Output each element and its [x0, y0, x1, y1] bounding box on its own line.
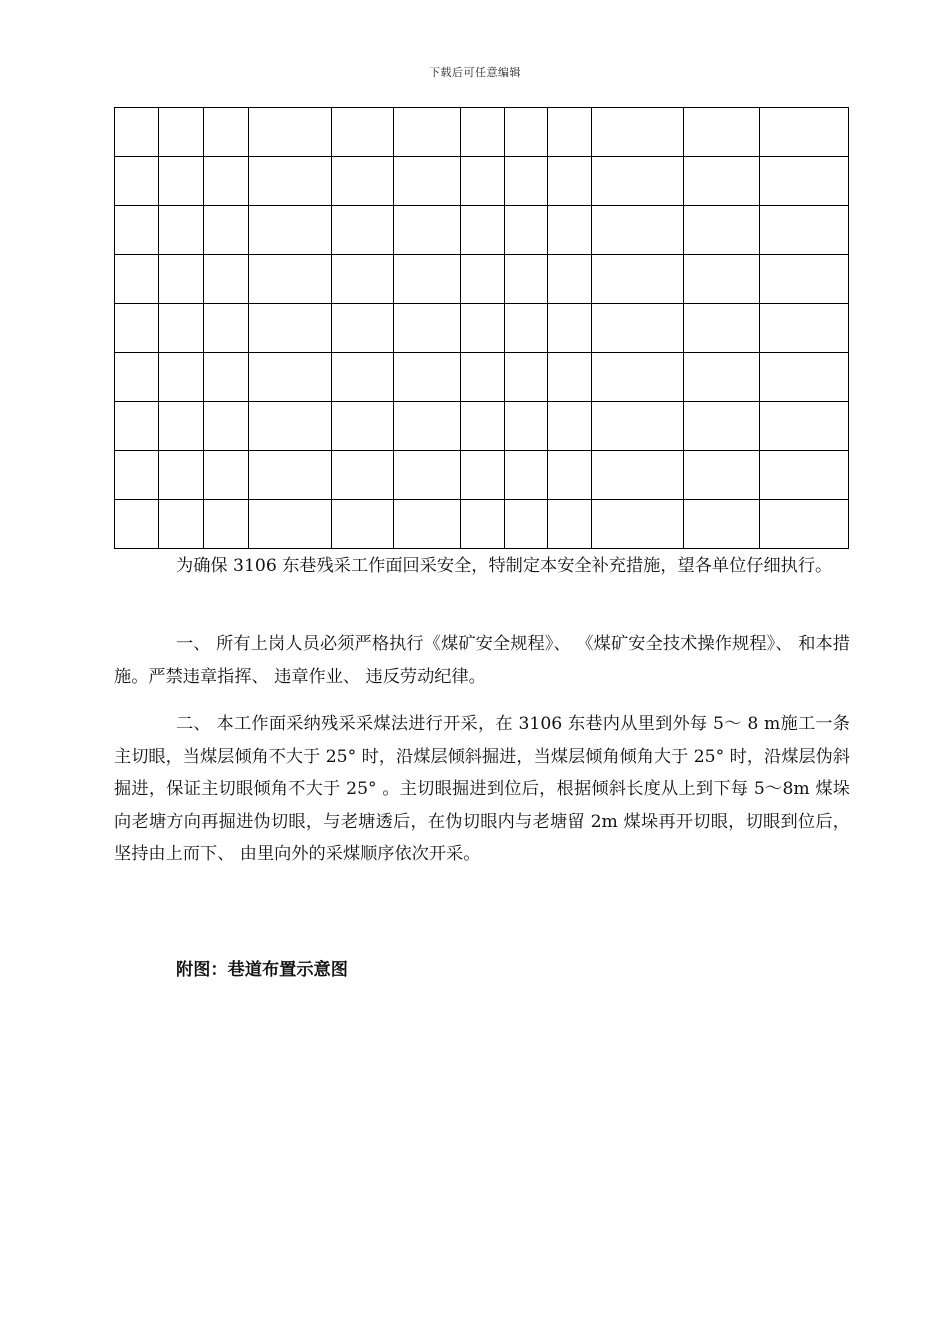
table-cell [548, 451, 592, 500]
table-cell [204, 108, 249, 157]
measure-two-paragraph: 二、 本工作面采纳残采采煤法进行开采，在 3106 东巷内从里到外每 5～ 8 m施工一条主切眼，当煤层倾角不大于 25° 时，沿煤层倾斜掘进，当煤层倾角倾角大于 25° 时，沿煤层伪斜掘进，保证主切眼倾角不大于 25° 。主切眼掘进到位后，根据倾斜长度从上到下每 5～8m 煤垛向老塘方向再掘进伪切眼，与老塘透后，在伪切眼内与老塘留 2m 煤垛再开切眼，切眼到位后，坚持由上而下、 由里向外的采煤顺序依次开采。 [114, 714, 850, 864]
table-cell [159, 108, 204, 157]
table-cell [548, 353, 592, 402]
table-cell [548, 157, 592, 206]
table-cell [249, 206, 332, 255]
table-cell [204, 255, 249, 304]
table-cell [332, 451, 394, 500]
table-cell [505, 500, 548, 549]
table-cell [115, 108, 159, 157]
table-cell [204, 500, 249, 549]
table-cell [332, 353, 394, 402]
table-cell [159, 451, 204, 500]
table-cell [592, 304, 684, 353]
table-cell [760, 402, 849, 451]
table-cell [760, 304, 849, 353]
table-cell [115, 500, 159, 549]
table-cell [684, 353, 760, 402]
table-row [115, 304, 849, 353]
table-cell [760, 353, 849, 402]
table-cell [159, 206, 204, 255]
table-cell [394, 206, 461, 255]
table-cell [115, 402, 159, 451]
table-cell [115, 157, 159, 206]
table-cell [332, 108, 394, 157]
table-cell [249, 157, 332, 206]
table-cell [159, 157, 204, 206]
blank-grid-table [114, 107, 849, 549]
table-cell [332, 500, 394, 549]
table-cell [332, 157, 394, 206]
table-cell [159, 500, 204, 549]
table-cell [204, 157, 249, 206]
table-cell [204, 451, 249, 500]
table-cell [684, 108, 760, 157]
table-cell [249, 500, 332, 549]
table-cell [592, 353, 684, 402]
measure-one-paragraph: 一、 所有上岗人员必须严格执行《煤矿安全规程》、 《煤矿安全技术操作规程》、 和本措施。严禁违章指挥、 违章作业、 违反劳动纪律。 [114, 634, 850, 687]
table-cell [592, 500, 684, 549]
table-cell [505, 255, 548, 304]
table-cell [505, 402, 548, 451]
table-cell [505, 304, 548, 353]
table-cell [394, 255, 461, 304]
table-cell [592, 157, 684, 206]
table-cell [394, 500, 461, 549]
table-cell [760, 451, 849, 500]
table-cell [249, 353, 332, 402]
table-cell [461, 108, 505, 157]
table-cell [505, 353, 548, 402]
table-cell [249, 108, 332, 157]
table-cell [684, 500, 760, 549]
table-cell [115, 353, 159, 402]
table-row [115, 402, 849, 451]
table-cell [548, 108, 592, 157]
table-cell [548, 402, 592, 451]
table-cell [505, 451, 548, 500]
table-cell [394, 451, 461, 500]
table-cell [159, 304, 204, 353]
table-cell [394, 353, 461, 402]
table-cell [461, 500, 505, 549]
table-cell [204, 402, 249, 451]
table-cell [760, 108, 849, 157]
table-cell [684, 451, 760, 500]
table-cell [332, 255, 394, 304]
table-cell [332, 206, 394, 255]
table-cell [249, 304, 332, 353]
table-cell [461, 157, 505, 206]
table-cell [684, 206, 760, 255]
table-cell [592, 402, 684, 451]
table-cell [684, 304, 760, 353]
table-cell [548, 500, 592, 549]
table-cell [592, 206, 684, 255]
table-cell [592, 255, 684, 304]
table-cell [204, 206, 249, 255]
table-cell [332, 304, 394, 353]
table-cell [204, 304, 249, 353]
table-cell [760, 157, 849, 206]
table-cell [505, 206, 548, 255]
table-cell [505, 157, 548, 206]
table-cell [115, 451, 159, 500]
attachment-title: 附图：巷道布置示意图 [176, 960, 348, 980]
table-row [115, 255, 849, 304]
table-cell [461, 353, 505, 402]
table-cell [249, 451, 332, 500]
table-cell [115, 255, 159, 304]
table-cell [548, 304, 592, 353]
table-row [115, 500, 849, 549]
table-cell [760, 255, 849, 304]
table-cell [505, 108, 548, 157]
table-cell [592, 451, 684, 500]
table-cell [204, 353, 249, 402]
table-cell [249, 402, 332, 451]
table-cell [684, 255, 760, 304]
table-cell [394, 402, 461, 451]
table-cell [548, 255, 592, 304]
table-cell [684, 402, 760, 451]
table-cell [461, 206, 505, 255]
table-cell [394, 108, 461, 157]
table-body [115, 108, 849, 549]
table-cell [461, 402, 505, 451]
table-row [115, 206, 849, 255]
table-cell [394, 304, 461, 353]
table-cell [332, 402, 394, 451]
table-cell [684, 157, 760, 206]
intro-paragraph: 为确保 3106 东巷残采工作面回采安全，特制定本安全补充措施，望各单位仔细执行。 [176, 556, 833, 576]
table-row [115, 108, 849, 157]
table-row [115, 451, 849, 500]
table-row [115, 157, 849, 206]
table-cell [760, 206, 849, 255]
page-header: 下载后可任意编辑 [429, 66, 521, 79]
table-cell [159, 402, 204, 451]
table-cell [461, 255, 505, 304]
table-cell [548, 206, 592, 255]
table-cell [115, 304, 159, 353]
table-cell [592, 108, 684, 157]
table-cell [461, 304, 505, 353]
table-row [115, 353, 849, 402]
table-cell [394, 157, 461, 206]
table-cell [159, 353, 204, 402]
table-cell [115, 206, 159, 255]
table-cell [159, 255, 204, 304]
table-cell [461, 451, 505, 500]
table-cell [760, 500, 849, 549]
table-cell [249, 255, 332, 304]
